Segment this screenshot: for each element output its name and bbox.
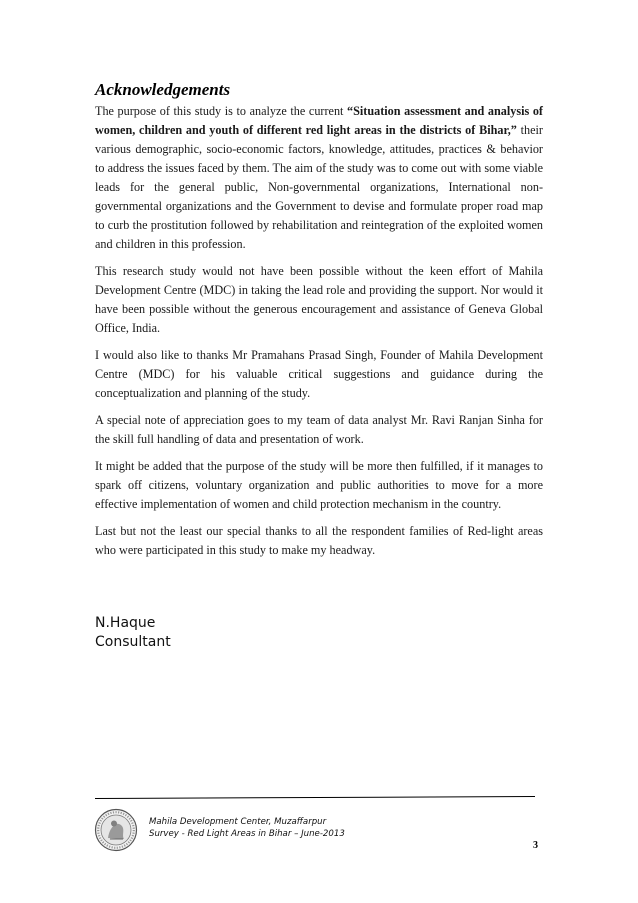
paragraph-1-rest: their various demographic, socio-economic factors, knowledge, attitudes, practices & behavior to address the issues faced by them. The aim of the study was to come out with some viable leads for the general public, Non-governmental organizations, International non-governmental organizations and the Government to devise and formulate proper road map to curb the prostitution followed by rehabilitation and reintegration of the exploited women and children in this profession.: [95, 123, 543, 251]
signatory-name: N.Haque: [95, 615, 156, 631]
organization-seal-icon: [94, 808, 138, 852]
paragraph-1: [95, 102, 543, 254]
paragraph-2: This research study would not have been possible without the keen effort of Mahila Development Centre (MDC) in taking the lead role and providing the support. Nor would it have been possible without the generous encouragement and assistance of Geneva Global Office, India.: [95, 264, 543, 335]
body-text: [95, 102, 543, 568]
footer-survey-title: Survey - Red Light Areas in Bihar – June-2013: [149, 829, 345, 839]
footer-divider: [95, 796, 535, 799]
paragraph-5: It might be added that the purpose of the study will be more then fulfilled, if it manages to spark off citizens, voluntary organization and public authorities to move for a more effective implementation of women and child protection mechanism in the country.: [95, 459, 543, 511]
signature-block: [95, 614, 171, 652]
footer-text: [149, 816, 345, 840]
paragraph-3: I would also like to thanks Mr Pramahans Prasad Singh, Founder of Mahila Development Centre (MDC) for his valuable critical suggestions and guidance during the conceptualization and planning of the study.: [95, 348, 543, 400]
page-number: 3: [533, 840, 538, 851]
paragraph-6: Last but not the least our special thanks to all the respondent families of Red-light areas who were participated in this study to make my headway.: [95, 524, 543, 557]
page-title: Acknowledgements: [95, 80, 231, 99]
paragraph-1-intro: The purpose of this study is to analyze the current: [95, 104, 348, 118]
paragraph-4: A special note of appreciation goes to my team of data analyst Mr. Ravi Ranjan Sinha for the skill full handling of data and presentation of work.: [95, 413, 543, 446]
footer-organization: Mahila Development Center, Muzaffarpur: [149, 817, 327, 827]
signatory-title: Consultant: [95, 634, 171, 650]
study-title-emphasis: “Situation assessment and analysis of women, children and youth of different red light areas in the districts of Bihar,”: [95, 104, 543, 137]
